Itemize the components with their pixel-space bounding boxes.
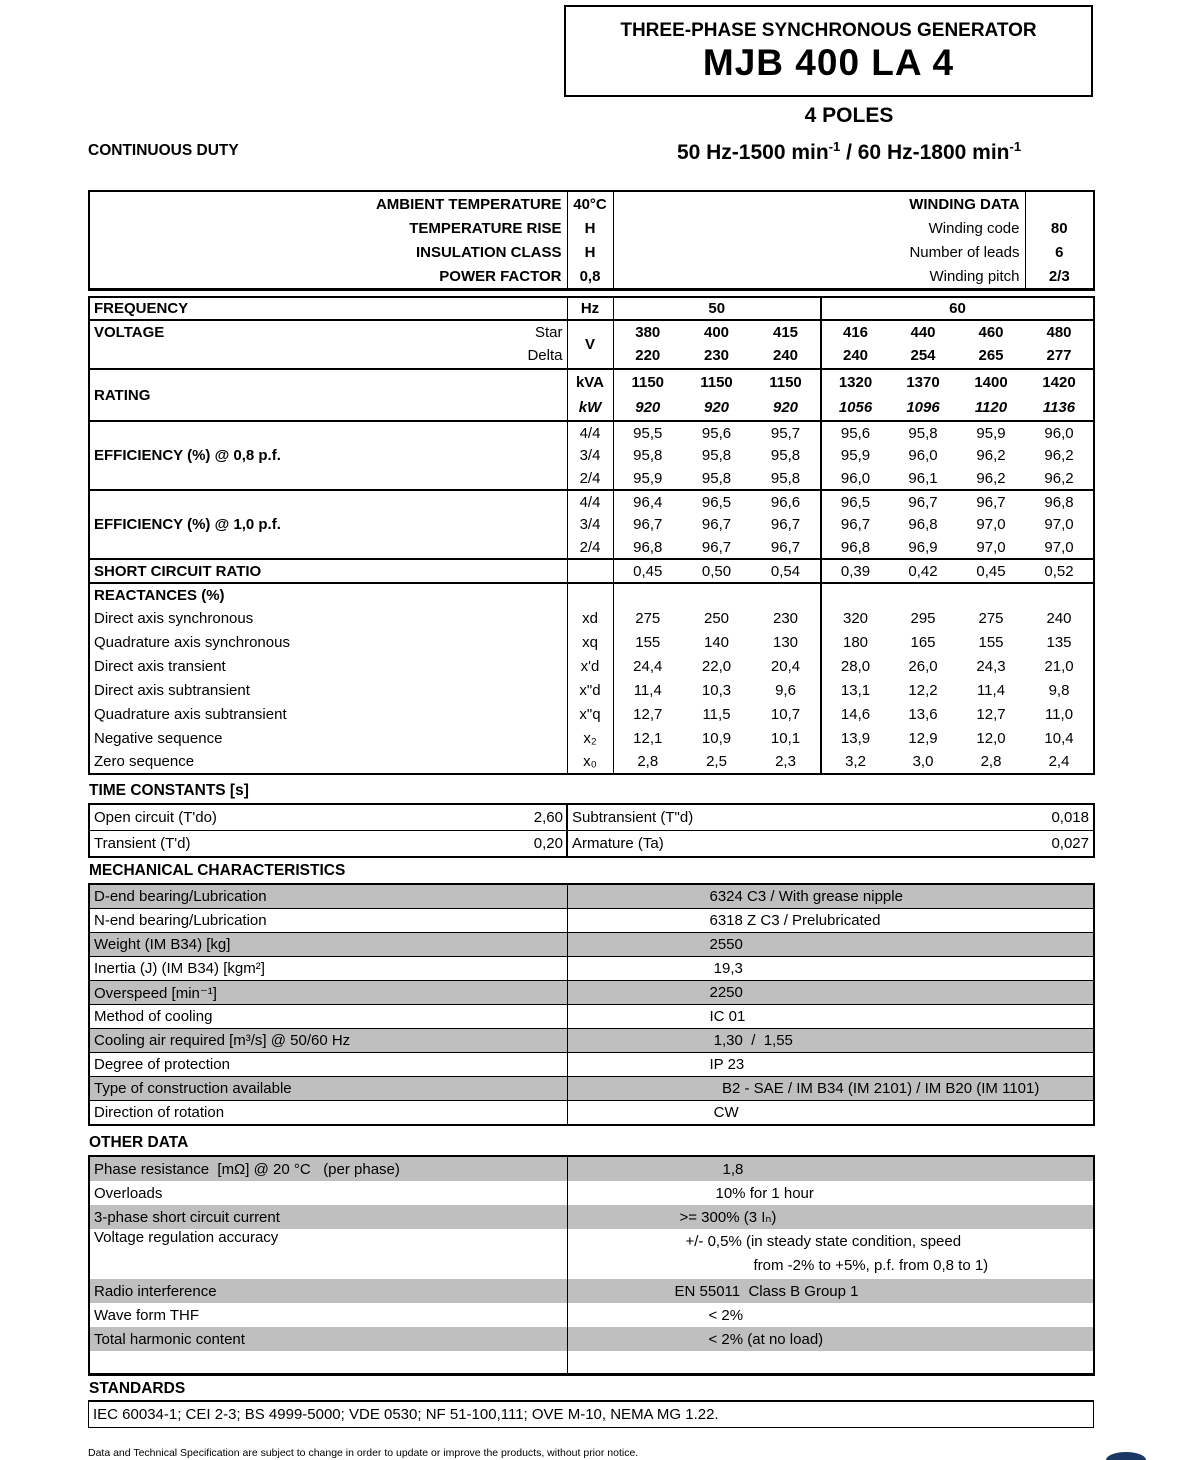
- mechanical-row-label: Overspeed [min⁻¹]: [89, 981, 567, 1005]
- spec-value-cell: 275: [635, 609, 661, 627]
- table-row: [89, 702, 1094, 726]
- table-row: [89, 583, 1094, 606]
- spec-value-cell: 96,5: [682, 490, 751, 513]
- mechanical-row-label: Inertia (J) (IM B34) [kgm²]: [89, 957, 567, 981]
- title-box: [564, 5, 1093, 97]
- spec-value-cell: 97,0: [976, 516, 1006, 533]
- reactance-row-label: Direct axis transient: [94, 657, 226, 675]
- spec-value-cell: 480: [1025, 320, 1094, 344]
- other-data-title: OTHER DATA: [89, 1134, 189, 1151]
- general-row-value: H: [567, 240, 613, 264]
- spec-value-cell: 920: [703, 399, 730, 416]
- spec-value-cell: 96,2: [976, 447, 1006, 464]
- spec-value-cell: 96,2: [976, 469, 1006, 487]
- spec-value-cell: 97,0: [1044, 538, 1074, 556]
- speed-50hz-text: 50 Hz-1500 min: [676, 141, 829, 164]
- mechanical-row-value: 6318 Z C3 / Prelubricated: [567, 909, 1094, 933]
- speed-sup-2: -1: [1009, 139, 1022, 154]
- empty-cell: [613, 583, 682, 606]
- load-fraction-cell: 2/4: [567, 467, 613, 490]
- table-row: [89, 678, 1094, 702]
- spec-value-cell: 95,9: [957, 421, 1025, 444]
- empty-cell: [957, 583, 1025, 606]
- spec-value-cell: 96,8: [633, 538, 663, 556]
- reactance-symbol: x'd: [567, 654, 613, 678]
- spec-value-cell: 1150: [613, 369, 682, 395]
- spec-value-cell: 1370: [889, 369, 957, 395]
- reactance-symbol: x₀: [567, 750, 613, 774]
- spec-value-cell: 96,9: [908, 538, 938, 556]
- reactance-row-label: Quadrature axis subtransient: [94, 705, 287, 723]
- winding-row-value: 2/3: [1048, 267, 1070, 285]
- table-row: [89, 264, 1094, 290]
- general-row-label: TEMPERATURE RISE: [89, 216, 567, 240]
- spec-value-cell: 96,6: [751, 490, 821, 513]
- spec-value-cell: 13,1: [821, 678, 889, 702]
- frequency-50hz-cell: 50: [613, 297, 821, 320]
- model-title: MJB 400 LA 4: [702, 42, 955, 83]
- spec-value-cell: 96,0: [821, 467, 889, 490]
- general-row-value: 0,8: [567, 264, 613, 290]
- spec-value-cell: 28,0: [821, 654, 889, 678]
- reactance-symbol: x"d: [567, 678, 613, 702]
- spec-value-cell: 0,45: [613, 559, 682, 583]
- time-constant-label: Armature (Ta): [567, 831, 897, 858]
- other-data-row-label: Radio interference: [89, 1279, 567, 1303]
- winding-row-label: Winding pitch: [613, 264, 1025, 290]
- spec-value-cell: 24,3: [976, 657, 1006, 675]
- speed-60hz-text: / 60 Hz-1800 min: [840, 141, 1010, 164]
- reactance-symbol: xd: [567, 606, 613, 630]
- spec-value-cell: 240: [772, 347, 799, 365]
- mechanical-table: [88, 883, 1095, 1126]
- spec-value-cell: 20,4: [770, 657, 801, 675]
- spec-value-cell: 21,0: [1044, 657, 1074, 675]
- mechanical-row-label: N-end bearing/Lubrication: [89, 909, 567, 933]
- spec-value-cell: 13,6: [908, 705, 938, 723]
- spec-value-cell: 13,9: [821, 726, 889, 750]
- time-constants-body: [89, 804, 1094, 857]
- other-data-row-value: >= 300% (3 Iₙ): [679, 1209, 777, 1226]
- spec-value-cell: 1096: [906, 399, 940, 416]
- time-constant-value: 0,20: [469, 831, 567, 858]
- spec-value-cell: 0,50: [682, 559, 751, 583]
- spec-value-cell: 96,8: [908, 516, 938, 533]
- time-constant-label: Open circuit (T'do): [94, 809, 217, 826]
- empty-unit-cell: [567, 583, 613, 606]
- spec-value-cell: 95,9: [633, 469, 663, 487]
- spec-value-cell: 12,9: [908, 729, 938, 747]
- spec-value-cell: 230: [703, 347, 730, 365]
- spec-value-cell: 3,0: [912, 753, 934, 770]
- mechanical-row-value: 2550: [567, 933, 1094, 957]
- brand-logo: [1106, 1452, 1146, 1460]
- table-row: [89, 216, 1094, 240]
- other-data-row-value: 10% for 1 hour: [715, 1184, 814, 1202]
- empty-cell: [751, 583, 821, 606]
- table-row: [89, 981, 1094, 1005]
- load-fraction-cell: 3/4: [567, 513, 613, 536]
- spec-value-cell: 96,2: [1044, 469, 1074, 487]
- spec-value-cell: 1420: [1025, 369, 1094, 395]
- general-row-label: POWER FACTOR: [89, 264, 567, 290]
- spec-value-cell: 440: [889, 320, 957, 344]
- general-table-body: [89, 191, 1094, 290]
- spec-value-cell: 96,7: [821, 513, 889, 536]
- mechanical-row-value: 2250: [567, 981, 1094, 1005]
- mechanical-row-value: IC 01: [567, 1005, 1094, 1029]
- mechanical-row-label: Direction of rotation: [89, 1101, 567, 1126]
- load-fraction-cell: 4/4: [567, 490, 613, 513]
- mechanical-row-value: 6324 C3 / With grease nipple: [709, 888, 903, 905]
- other-data-row-value: < 2% (at no load): [708, 1330, 824, 1348]
- spec-value-cell: 96,0: [1025, 421, 1094, 444]
- reactance-symbol: x"q: [567, 702, 613, 726]
- continuous-duty-label: CONTINUOUS DUTY: [88, 142, 239, 159]
- spec-value-cell: 250: [703, 609, 730, 627]
- winding-row-value: 6: [1055, 243, 1064, 261]
- spec-value-cell: 96,7: [889, 490, 957, 513]
- winding-row-label: WINDING DATA: [613, 191, 1025, 216]
- table-row: [89, 1101, 1094, 1126]
- table-row: [89, 726, 1094, 750]
- spec-value-cell: 2,5: [706, 753, 727, 770]
- mechanical-title: MECHANICAL CHARACTERISTICS: [89, 862, 346, 879]
- reactance-row-label: Direct axis subtransient: [94, 681, 250, 699]
- table-row: [89, 559, 1094, 583]
- table-row: [89, 1303, 1094, 1327]
- spec-value-cell: 95,5: [613, 421, 682, 444]
- spec-value-cell: 254: [910, 347, 936, 365]
- voltage-label: VOLTAGE: [94, 324, 165, 341]
- spec-value-cell: 295: [910, 609, 936, 627]
- time-constant-value: 0,027: [897, 831, 1094, 858]
- reactance-symbol: xq: [567, 630, 613, 654]
- spec-value-cell: 96,8: [821, 536, 889, 559]
- frequency-label: FREQUENCY: [89, 297, 567, 320]
- empty-cell: [889, 583, 957, 606]
- load-fraction-cell: 3/4: [567, 444, 613, 467]
- spec-value-cell: 95,9: [821, 444, 889, 467]
- kw-unit: kW: [567, 395, 613, 421]
- empty-unit-cell: [567, 559, 613, 583]
- reactance-row-label: Direct axis synchronous: [94, 609, 254, 627]
- spec-value-cell: 400: [682, 320, 751, 344]
- load-fraction-cell: 2/4: [567, 536, 613, 559]
- table-row: [89, 1053, 1094, 1077]
- spec-value-cell: 12,2: [908, 681, 938, 699]
- spec-value-cell: 12,1: [633, 729, 663, 747]
- spec-value-cell: 1400: [957, 369, 1025, 395]
- value-line-1: +/- 0,5% (in steady state condition, speed: [685, 1233, 962, 1250]
- spec-value-cell: 3,2: [821, 750, 889, 774]
- winding-row-label: Winding code: [613, 216, 1025, 240]
- spec-value-cell: 22,0: [701, 657, 732, 675]
- efficiency-08-label: EFFICIENCY (%) @ 0,8 p.f.: [89, 421, 567, 490]
- table-row: [89, 191, 1094, 216]
- spec-value-cell: 10,4: [1044, 729, 1074, 747]
- spec-value-cell: 920: [772, 399, 799, 416]
- table-row: [89, 1279, 1094, 1303]
- spec-value-cell: 95,8: [770, 447, 801, 464]
- time-constant-value: 2,60: [469, 804, 567, 831]
- spec-value-cell: 0,52: [1025, 559, 1094, 583]
- spec-value-cell: 11,4: [633, 681, 662, 699]
- spec-value-cell: 95,8: [701, 469, 732, 487]
- frequency-60hz-cell: 60: [821, 297, 1094, 320]
- time-constant-value: 0,018: [1051, 809, 1089, 826]
- spec-value-cell: 2,8: [980, 753, 1002, 770]
- other-data-row-value: [567, 1351, 1094, 1375]
- star-label: Star: [534, 324, 563, 341]
- mechanical-row-label: D-end bearing/Lubrication: [89, 884, 567, 909]
- spec-value-cell: 1120: [974, 399, 1008, 416]
- spec-value-cell: 0,42: [889, 559, 957, 583]
- mechanical-table-body: [89, 884, 1094, 1125]
- general-row-value: H: [567, 216, 613, 240]
- table-row: [89, 654, 1094, 678]
- mechanical-row-label: Cooling air required [m³/s] @ 50/60 Hz: [89, 1029, 567, 1053]
- other-data-row-value: 1,8: [722, 1160, 744, 1178]
- reactance-row-label: Zero sequence: [94, 753, 195, 770]
- spec-value-cell: 11,0: [1044, 705, 1074, 723]
- table-row: [89, 804, 1094, 831]
- spec-value-cell: 12,7: [633, 705, 663, 723]
- other-data-row-label: Voltage regulation accuracy: [89, 1229, 567, 1279]
- other-data-row-label: Phase resistance [mΩ] @ 20 °C (per phase): [89, 1156, 567, 1181]
- time-constants-table: [88, 803, 1095, 858]
- table-row: [89, 421, 1094, 444]
- other-data-row-value: < 2%: [708, 1306, 744, 1324]
- spec-value-cell: 96,1: [908, 469, 938, 487]
- mechanical-row-label: Weight (IM B34) [kg]: [89, 933, 567, 957]
- voltage-unit: V: [567, 320, 613, 369]
- time-constants-title: TIME CONSTANTS [s]: [89, 782, 249, 799]
- load-fraction-cell: 4/4: [567, 421, 613, 444]
- other-data-row-label: 3-phase short circuit current: [89, 1205, 567, 1229]
- table-row: [89, 1156, 1094, 1181]
- winding-row-label: Number of leads: [613, 240, 1025, 264]
- spec-value-cell: 1056: [821, 395, 889, 421]
- spec-value-cell: 1150: [751, 369, 821, 395]
- table-row: [89, 1205, 1094, 1229]
- spec-value-cell: 135: [1046, 633, 1072, 651]
- reactance-row-label: Quadrature axis synchronous: [94, 633, 290, 651]
- spec-table-body: [89, 297, 1094, 774]
- table-row: [89, 909, 1094, 933]
- standards-title: STANDARDS: [89, 1380, 186, 1397]
- mechanical-row-label: Degree of protection: [89, 1053, 567, 1077]
- spec-value-cell: 11,5: [702, 705, 731, 723]
- mechanical-row-value: CW: [567, 1101, 1094, 1126]
- spec-value-cell: 140: [703, 633, 730, 651]
- spec-value-cell: 11,4: [976, 681, 1006, 699]
- value-line-2: from -2% to +5%, p.f. from 0,8 to 1): [753, 1257, 989, 1274]
- spec-value-cell: 96,7: [957, 490, 1025, 513]
- spec-value-cell: 95,6: [682, 421, 751, 444]
- spec-value-cell: 1136: [1042, 399, 1076, 416]
- other-data-table: [88, 1155, 1095, 1376]
- table-row: [89, 1327, 1094, 1351]
- spec-value-cell: 96,8: [1025, 490, 1094, 513]
- other-data-body: [89, 1156, 1094, 1375]
- table-row: [89, 1077, 1094, 1101]
- spec-value-cell: 0,54: [751, 559, 821, 583]
- speed-line: [564, 139, 1134, 165]
- spec-value-cell: 10,9: [701, 729, 732, 747]
- spec-value-cell: 265: [978, 347, 1004, 365]
- spec-table: [88, 296, 1095, 775]
- other-data-row-label: Wave form THF: [89, 1303, 567, 1327]
- mechanical-row-label: Method of cooling: [89, 1005, 567, 1029]
- spec-value-cell: 10,1: [770, 729, 801, 747]
- spec-value-cell: 96,0: [908, 447, 938, 464]
- table-row: [89, 750, 1094, 774]
- table-row: [89, 1351, 1094, 1375]
- general-data-table: [88, 190, 1095, 291]
- spec-value-cell: 2,8: [637, 753, 659, 770]
- mechanical-row-value: 1,30 / 1,55: [567, 1029, 1094, 1053]
- table-row: [89, 1029, 1094, 1053]
- spec-value-cell: 380: [613, 320, 682, 344]
- spec-value-cell: 240: [1046, 609, 1072, 627]
- spec-value-cell: 920: [635, 399, 661, 416]
- table-row: [89, 831, 1094, 858]
- reactance-symbol: x₂: [567, 726, 613, 750]
- voltage-label-cell: [89, 320, 567, 369]
- spec-value-cell: 9,6: [775, 681, 796, 699]
- mechanical-row-value: B2 - SAE / IM B34 (IM 2101) / IM B20 (IM 1101): [567, 1077, 1094, 1101]
- general-row-label: AMBIENT TEMPERATURE: [89, 191, 567, 216]
- poles-line: 4 POLES: [804, 104, 894, 127]
- spec-value-cell: 155: [978, 633, 1004, 651]
- spec-value-cell: 277: [1046, 347, 1072, 365]
- spec-value-cell: 96,2: [1044, 447, 1074, 464]
- general-row-value: 40°C: [567, 191, 613, 216]
- mechanical-row-value: 19,3: [567, 957, 1094, 981]
- spec-value-cell: 95,8: [633, 447, 663, 464]
- table-row: [89, 1229, 1094, 1279]
- spec-value-cell: 96,5: [821, 490, 889, 513]
- winding-row-value: 80: [1050, 219, 1068, 237]
- mechanical-row-value: IP 23: [567, 1053, 1094, 1077]
- time-constant-label: Subtransient (T"d): [572, 809, 694, 826]
- spec-value-cell: 1150: [682, 369, 751, 395]
- table-row: [89, 884, 1094, 909]
- spec-value-cell: 0,45: [957, 559, 1025, 583]
- table-row: [89, 1181, 1094, 1205]
- standards-box: IEC 60034-1; CEI 2-3; BS 4999-5000; VDE 0530; NF 51-100,111; OVE M-10, NEMA MG 1.22.: [88, 1400, 1094, 1428]
- table-row: [89, 369, 1094, 395]
- spec-value-cell: 180: [821, 630, 889, 654]
- table-row: [89, 1005, 1094, 1029]
- other-data-row-label: Total harmonic content: [89, 1327, 567, 1351]
- reactances-title: REACTANCES (%): [89, 583, 567, 606]
- footer-note: Data and Technical Specification are subject to change in order to update or improve the products, without prior notice.: [88, 1447, 639, 1459]
- spec-value-cell: 95,8: [770, 469, 801, 487]
- spec-value-cell: 14,6: [821, 702, 889, 726]
- spec-value-cell: 0,39: [821, 559, 889, 583]
- spec-value-cell: 96,4: [613, 490, 682, 513]
- spec-value-cell: 95,7: [751, 421, 821, 444]
- mechanical-row-label: Type of construction available: [89, 1077, 567, 1101]
- spec-value-cell: 95,8: [701, 447, 732, 464]
- spec-value-cell: 416: [821, 320, 889, 344]
- spec-value-cell: 95,6: [821, 421, 889, 444]
- empty-cell: [682, 583, 751, 606]
- spec-value-cell: 96,7: [633, 516, 663, 533]
- spec-value-cell: 26,0: [908, 657, 938, 675]
- other-data-row-label: Overloads: [89, 1181, 567, 1205]
- table-row: [89, 957, 1094, 981]
- spec-value-cell: 1320: [821, 369, 889, 395]
- empty-cell: [821, 583, 889, 606]
- spec-value-cell: 97,0: [1044, 516, 1074, 533]
- other-data-row-label: [89, 1351, 567, 1375]
- spec-value-cell: 130: [772, 633, 799, 651]
- spec-value-cell: 415: [751, 320, 821, 344]
- rating-label: RATING: [89, 369, 567, 421]
- delta-label: Delta: [527, 347, 563, 364]
- spec-value-cell: 320: [821, 606, 889, 630]
- spec-value-cell: 2,4: [1048, 753, 1070, 770]
- table-row: [89, 630, 1094, 654]
- short-circuit-ratio-label: SHORT CIRCUIT RATIO: [89, 559, 567, 583]
- table-row: [89, 320, 1094, 344]
- other-data-row-value: [567, 1229, 1094, 1279]
- spec-value-cell: 97,0: [976, 538, 1006, 556]
- spec-value-cell: 220: [635, 347, 661, 365]
- empty-cell: [1025, 583, 1094, 606]
- spec-value-cell: 10,7: [770, 705, 801, 723]
- spec-value-cell: 2,3: [775, 753, 796, 770]
- table-row: [89, 933, 1094, 957]
- table-row: [89, 606, 1094, 630]
- efficiency-10-label: EFFICIENCY (%) @ 1,0 p.f.: [89, 490, 567, 559]
- spec-value-cell: 460: [957, 320, 1025, 344]
- table-row: [89, 297, 1094, 320]
- spec-value-cell: 96,7: [770, 538, 801, 556]
- spec-value-cell: 12,0: [976, 729, 1006, 747]
- generator-type-title: THREE-PHASE SYNCHRONOUS GENERATOR: [620, 20, 1037, 41]
- winding-row-value: [1025, 191, 1094, 216]
- spec-value-cell: 96,7: [701, 538, 732, 556]
- spec-value-cell: 95,8: [889, 421, 957, 444]
- kva-unit: kVA: [567, 369, 613, 395]
- general-row-label: INSULATION CLASS: [89, 240, 567, 264]
- frequency-unit: Hz: [567, 297, 613, 320]
- spec-value-cell: 240: [821, 344, 889, 369]
- spec-value-cell: 96,7: [701, 516, 732, 533]
- spec-value-cell: 275: [978, 609, 1004, 627]
- spec-value-cell: 165: [910, 633, 936, 651]
- spec-value-cell: 9,8: [1048, 681, 1070, 699]
- spec-value-cell: 155: [635, 633, 661, 651]
- table-row: [89, 490, 1094, 513]
- spec-value-cell: 230: [772, 609, 799, 627]
- other-data-row-value: EN 55011 Class B Group 1: [674, 1282, 859, 1300]
- spec-value-cell: 24,4: [633, 657, 663, 675]
- spec-value-cell: 10,3: [701, 681, 732, 699]
- spec-value-cell: 12,7: [976, 705, 1006, 723]
- time-constant-label: Transient (T'd): [89, 831, 469, 858]
- spec-value-cell: 96,7: [770, 516, 801, 533]
- reactance-row-label: Negative sequence: [94, 729, 223, 747]
- speed-sup-1: -1: [828, 139, 841, 154]
- table-row: [89, 240, 1094, 264]
